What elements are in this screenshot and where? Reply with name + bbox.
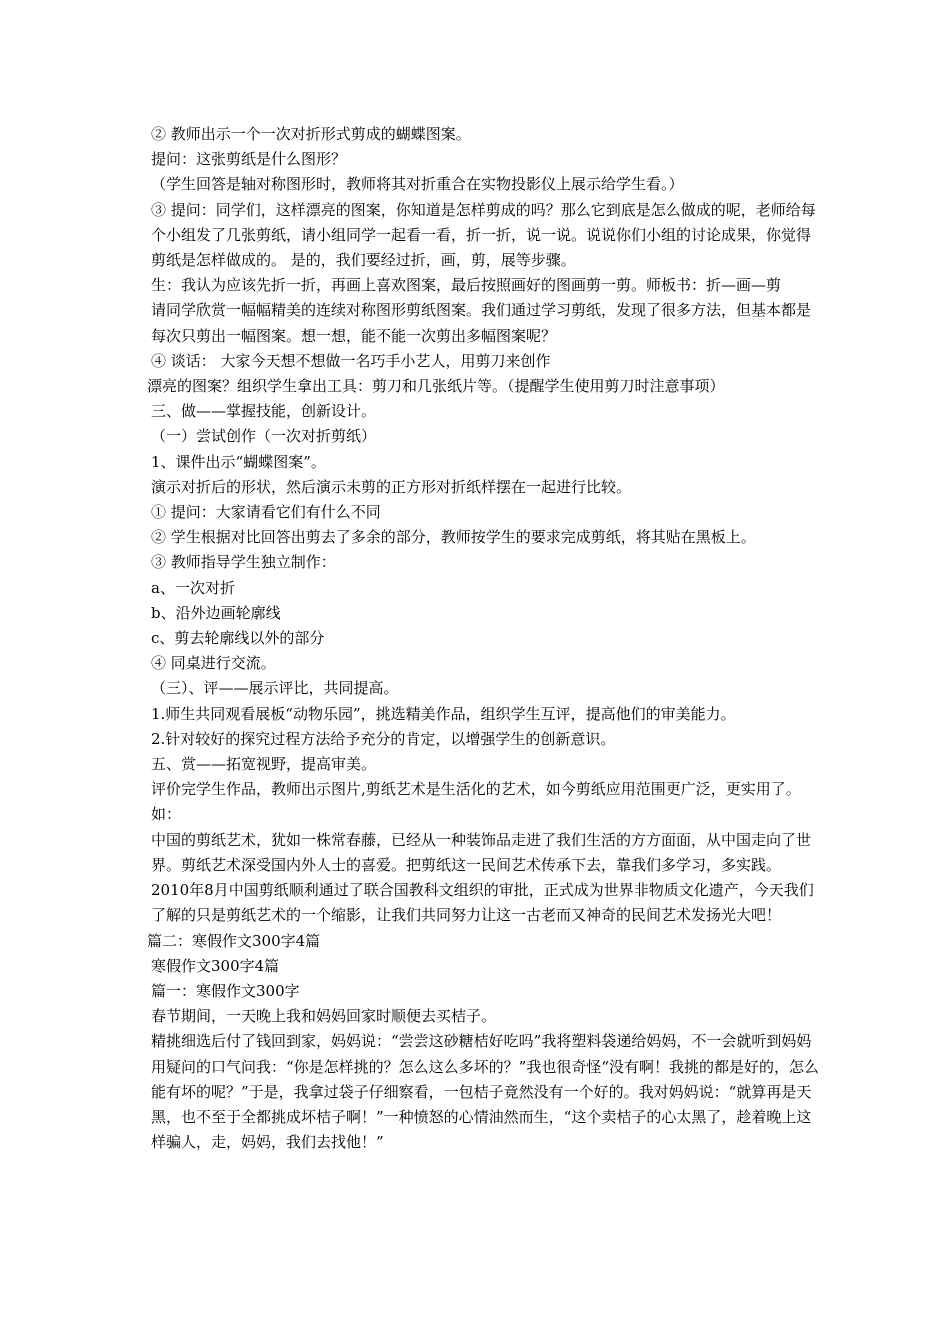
paragraph: 中国的剪纸艺术，犹如一株常春藤，已经从一种装饰品走进了我们生活的方方面面，从中国走向了世界。剪纸艺术深受国内外人士的喜爱。把剪纸这一民间艺术传承下去，靠我们多学习，多实践。 bbox=[151, 830, 812, 874]
paragraph: ① 提问：大家请看它们有什么不同 bbox=[151, 503, 381, 522]
paragraph: a、一次对折 bbox=[151, 578, 235, 597]
paragraph: ③ 教师指导学生独立制作： bbox=[151, 553, 336, 572]
paragraph: ③ 提问：同学们，这样漂亮的图案，你知道是怎样剪成的吗？那么它到底是怎么做成的呢，老师给每个小组发了几张剪纸，请小组同学一起看一看，折一折，说一说。说说你们小组的讨论成果，你觉得剪纸是怎样做成的。 是的，我们要经过折，画，剪，展等步骤。 bbox=[151, 200, 816, 270]
paragraph: 篇一：寒假作文300字 bbox=[151, 981, 300, 1000]
paragraph: 漂亮的图案？组织学生拿出工具：剪刀和几张纸片等。（提醒学生使用剪刀时注意事项） bbox=[147, 377, 725, 396]
paragraph: 1、课件出示“蝴蝶图案”。 bbox=[151, 452, 326, 471]
paragraph: 精挑细选后付了钱回到家，妈妈说：“尝尝这砂糖桔好吃吗”我将塑料袋递给妈妈，不一会就听到妈妈用疑问的口气问我：“你是怎样挑的？怎么这么多坏的？”我也很奇怪“没有啊！我挑的都是好的，怎么能有坏的呢？”于是，我拿过袋子仔细察看，一包桔子竟然没有一个好的。我对妈妈说：“就算再是天黑，也不至于全都挑成坏桔子啊！”一种愤怒的心情油然而生，“这个卖桔子的心太黑了，趁着晚上这样骗人，走，妈妈，我们去找他！” bbox=[151, 1032, 820, 1152]
paragraph: 演示对折后的形状，然后演示未剪的正方形对折纸样摆在一起进行比较。 bbox=[151, 477, 632, 496]
paragraph: 2010年8月中国剪纸顺利通过了联合国教科文组织的审批，正式成为世界非物质文化遗产，今天我们了解的只是剪纸艺术的一个缩影，让我们共同努力让这一古老而又神奇的民间艺术发扬光大吧！ bbox=[151, 881, 814, 925]
paragraph: ② 教师出示一个一次对折形式剪成的蝴蝶图案。 bbox=[151, 125, 471, 143]
paragraph: 春节期间，一天晚上我和妈妈回家时顺便去买桔子。 bbox=[151, 1007, 497, 1026]
document-body bbox=[147, 122, 819, 1155]
paragraph: b、沿外边画轮廓线 bbox=[151, 603, 281, 622]
paragraph: ② 学生根据对比回答出剪去了多余的部分，教师按学生的要求完成剪纸，将其贴在黑板上。 bbox=[151, 528, 756, 547]
paragraph: （三）、评——展示评比，共同提高。 bbox=[151, 679, 399, 698]
paragraph: 2.针对较好的探究过程方法给予充分的肯定，以增强学生的创新意识。 bbox=[151, 729, 616, 748]
paragraph: 篇二：寒假作文300字4篇 bbox=[147, 931, 321, 950]
paragraph: 1.师生共同观看展板“动物乐园”，挑选精美作品，组织学生互评，提高他们的审美能力。 bbox=[151, 704, 736, 723]
paragraph: 评价完学生作品，教师出示图片,剪纸艺术是生活化的艺术，如今剪纸应用范围更广泛，更实用了。如： bbox=[151, 780, 801, 824]
paragraph: 三、做——掌握技能，创新设计。 bbox=[151, 402, 377, 421]
paragraph: 五、赏——拓宽视野，提高审美。 bbox=[151, 755, 377, 774]
paragraph: c、剪去轮廓线以外的部分 bbox=[151, 629, 325, 648]
paragraph: 生：我认为应该先折一折，再画上喜欢图案，最后按照画好的图画剪一剪。师板书：折—画—剪 bbox=[151, 276, 782, 295]
paragraph: （学生回答是轴对称图形时，教师将其对折重合在实物投影仪上展示给学生看。） bbox=[151, 175, 684, 194]
paragraph: （一）尝试创作（一次对折剪纸） bbox=[151, 427, 377, 446]
paragraph: ④ 同桌进行交流。 bbox=[151, 654, 276, 673]
paragraph: 寒假作文300字4篇 bbox=[151, 956, 280, 975]
paragraph: 提问：这张剪纸是什么图形？ bbox=[151, 150, 347, 169]
paragraph: ④ 谈话： 大家今天想不想做一名巧手小艺人，用剪刀来创作 bbox=[151, 351, 551, 370]
paragraph: 请同学欣赏一幅幅精美的连续对称图形剪纸图案。我们通过学习剪纸，发现了很多方法，但基本都是每次只剪出一幅图案。想一想，能不能一次剪出多幅图案呢？ bbox=[151, 301, 812, 345]
